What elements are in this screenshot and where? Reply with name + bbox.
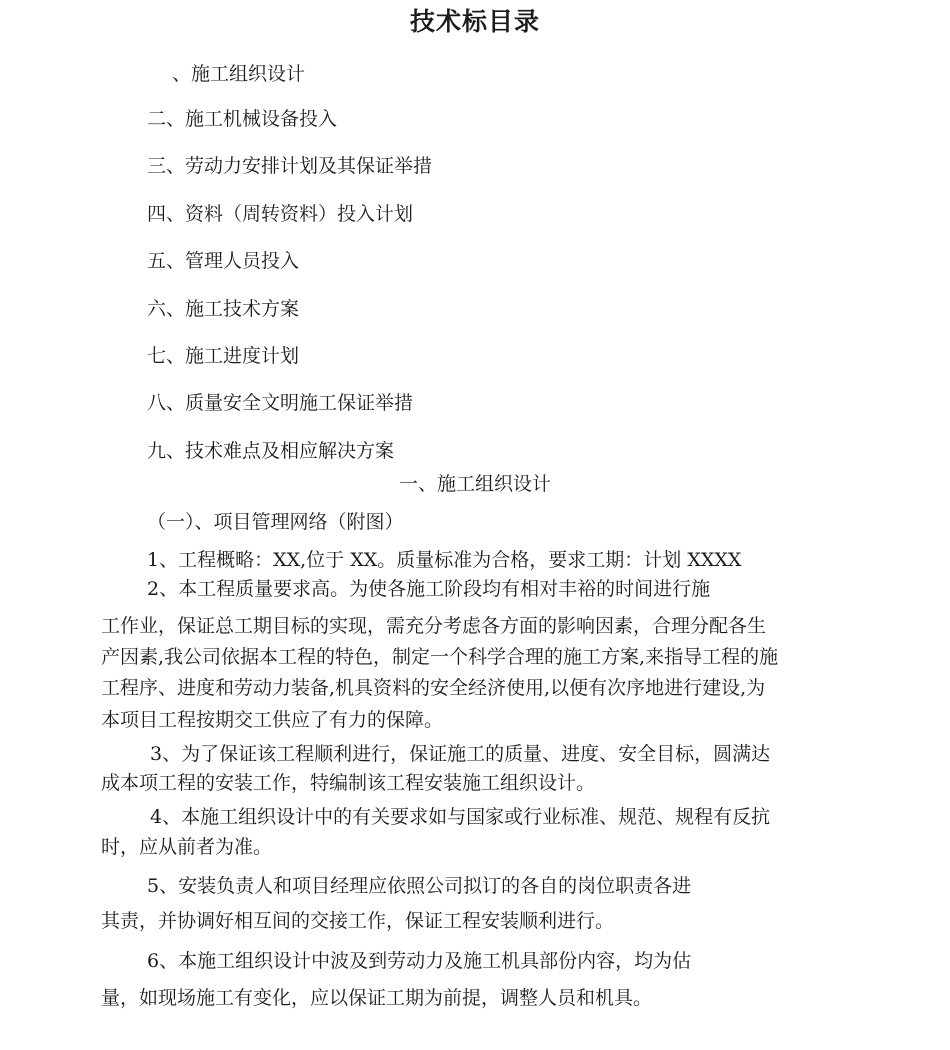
paragraph-line: 成本项工程的安装工作，特编制该工程安装施工组织设计。: [101, 772, 596, 794]
toc-item: 五、管理人员投入: [147, 250, 300, 272]
subsection-heading: （一）、项目管理网络（附图）: [147, 511, 404, 533]
paragraph-line: 4、本施工组织设计中的有关要求如与国家或行业标准、规范、规程有反抗: [150, 806, 771, 828]
paragraph-line: 3、为了保证该工程顺利进行，保证施工的质量、进度、安全目标，圆满达: [150, 743, 771, 765]
paragraph-line: 产因素,我公司依据本工程的特色，制定一个科学合理的施工方案,来指导工程的施: [101, 646, 779, 668]
toc-item: 七、施工进度计划: [147, 345, 300, 367]
paragraph-line: 其责，并协调好相互间的交接工作，保证工程安装顺利进行。: [101, 910, 615, 932]
toc-item: 九、技术难点及相应解决方案: [147, 440, 395, 462]
toc-item: 八、质量安全文明施工保证举措: [147, 392, 414, 414]
paragraph-line: 量，如现场施工有变化，应以保证工期为前提，调整人员和机具。: [101, 987, 653, 1009]
paragraph-line: 本项目工程按期交工供应了有力的保障。: [101, 709, 444, 731]
paragraph-line: 5、安装负责人和项目经理应依照公司拟订的各自的岗位职责各进: [147, 875, 692, 897]
section-heading: 一、施工组织设计: [398, 473, 551, 495]
paragraph-line: 2、本工程质量要求高。为使各施工阶段均有相对丰裕的时间进行施: [147, 578, 711, 600]
toc-item: 四、资料（周转资料）投入计划: [147, 203, 414, 225]
paragraph-line: 6、本施工组织设计中波及到劳动力及施工机具部份内容，均为估: [147, 950, 692, 972]
paragraph-line: 工作业，保证总工期目标的实现，需充分考虑各方面的影响因素，合理分配各生: [101, 615, 767, 637]
document-title: 技术标目录: [409, 7, 540, 36]
paragraph-line: 时，应从前者为准。: [101, 836, 273, 858]
toc-item: 六、施工技术方案: [147, 298, 300, 320]
paragraph-line: 1、工程概略：XX,位于 XX。质量标准为合格，要求工期：计划 XXXX: [147, 549, 742, 571]
toc-item: 、施工组织设计: [172, 63, 306, 85]
paragraph-line: 工程序、进度和劳动力装备,机具资料的安全经济使用,以便有次序地进行建设,为: [101, 677, 766, 699]
toc-item: 二、施工机械设备投入: [147, 108, 338, 130]
toc-item: 三、劳动力安排计划及其保证举措: [147, 155, 433, 177]
